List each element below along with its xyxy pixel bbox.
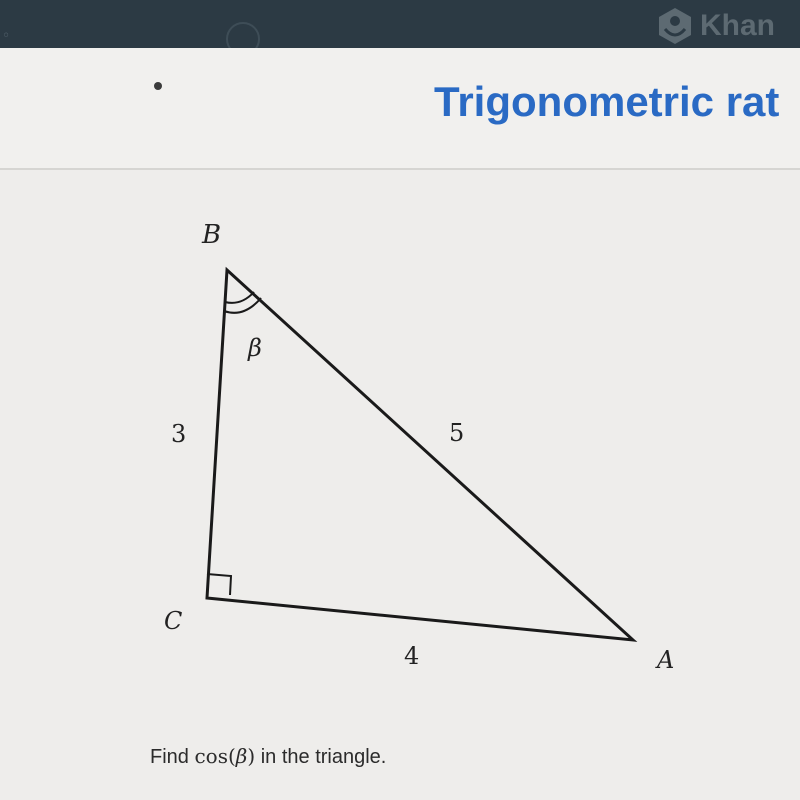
question-text <box>150 744 386 769</box>
side-label-ca: 4 <box>404 642 420 670</box>
side-label-bc: 3 <box>171 420 187 448</box>
question-angle: β <box>235 744 248 768</box>
vertex-label-a: A <box>657 646 675 674</box>
side-label-ba: 5 <box>449 419 465 447</box>
brand-name: Khan <box>700 9 775 42</box>
angle-arc-inner <box>225 292 254 303</box>
menu-icon[interactable]: ◦ <box>2 28 11 44</box>
page-title: Trigonometric rat <box>434 78 780 125</box>
angle-label-beta: β <box>248 334 262 362</box>
vertex-label-b: B <box>202 220 222 250</box>
question-func: cos( <box>194 744 236 768</box>
vertex-label-c: C <box>164 607 183 635</box>
right-angle-marker <box>207 574 231 595</box>
question-prefix: Find <box>150 746 195 768</box>
triangle-shape <box>207 270 633 640</box>
question-close: ) <box>247 744 256 768</box>
question-suffix: in the triangle. <box>255 746 387 768</box>
